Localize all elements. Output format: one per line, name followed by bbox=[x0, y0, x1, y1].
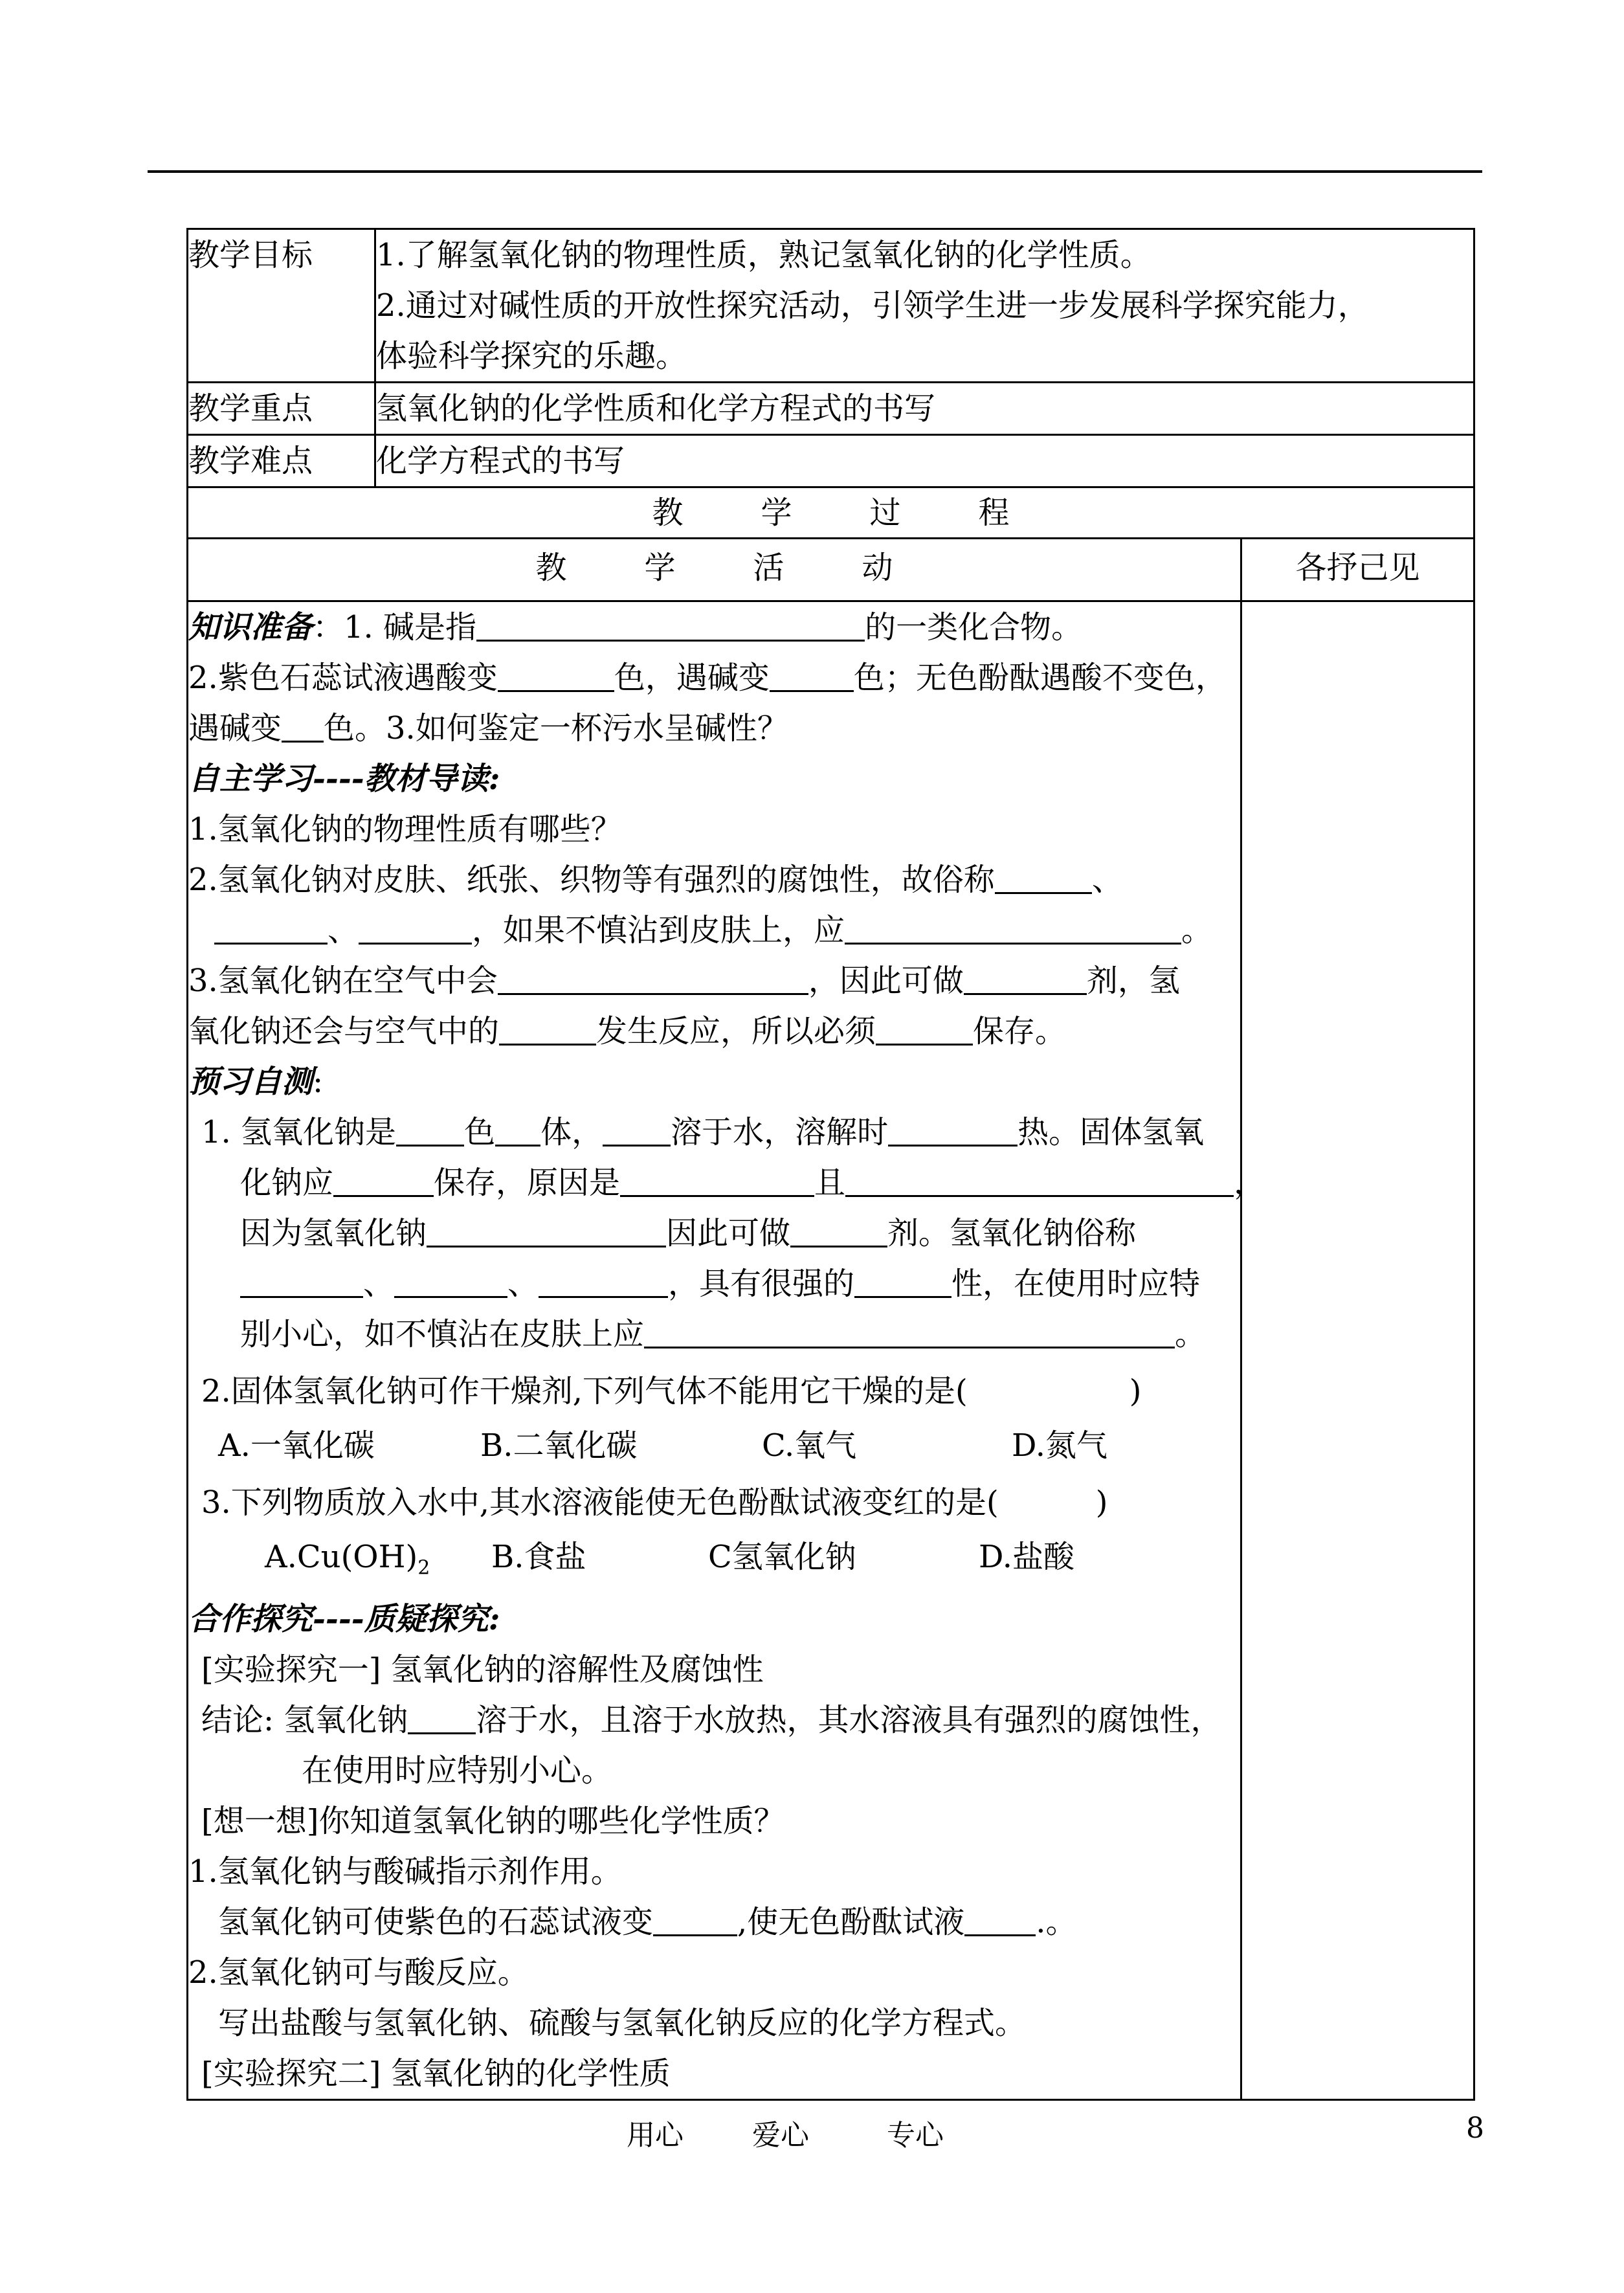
difficult-points-text: 化学方程式的书写 bbox=[375, 435, 1474, 487]
key-points-text: 氢氧化钠的化学性质和化学方程式的书写 bbox=[375, 383, 1474, 435]
pre-q1-line4: 、 、 ，具有很强的 性，在使用时应特 bbox=[188, 1258, 1240, 1309]
difficult-points-label: 教学难点 bbox=[188, 435, 375, 487]
key-points-row bbox=[188, 383, 1474, 435]
option-a[interactable]: A.一氧化碳 bbox=[218, 1427, 375, 1464]
experiment-1: [实验探究一] 氢氧化钠的溶解性及腐蚀性 bbox=[201, 1651, 764, 1688]
footer-motto-3: 专心 bbox=[887, 2119, 944, 2152]
option-d[interactable]: D.氮气 bbox=[1012, 1427, 1108, 1464]
difficult-points-row bbox=[188, 435, 1474, 487]
activity-header-row bbox=[188, 539, 1474, 601]
blank[interactable] bbox=[888, 1112, 1018, 1146]
self-q3: 3.氢氧化钠在空气中会 ，因此可做 剂，氢 bbox=[188, 956, 1240, 1006]
think-prompt: [想一想]你知道氢氧化钠的哪些化学性质？ bbox=[201, 1802, 785, 1839]
pre-test-heading: 预习自测: bbox=[188, 1064, 324, 1100]
process-title: 教 学 过 程 bbox=[188, 487, 1474, 539]
option-c[interactable]: C氢氧化钠 bbox=[708, 1539, 856, 1575]
footer-motto-2: 爱心 bbox=[752, 2119, 809, 2152]
property-1: 1.氢氧化钠与酸碱指示剂作用。 bbox=[188, 1853, 622, 1890]
pre-q1-line2: 化钠应 保存，原因是 且 ， bbox=[188, 1158, 1240, 1208]
blank[interactable] bbox=[396, 1112, 464, 1146]
pre-q3: 3.下列物质放入水中,其水溶液能使无色酚酞试液变红的是( ) bbox=[201, 1484, 1108, 1521]
key-points-label: 教学重点 bbox=[188, 383, 375, 435]
blank[interactable] bbox=[282, 708, 324, 743]
objective-2-cont: 体验科学探究的乐趣。 bbox=[376, 338, 687, 374]
blank[interactable] bbox=[539, 1264, 668, 1298]
option-b[interactable]: B.二氧化碳 bbox=[480, 1427, 638, 1464]
self-q3-cont: 氧化钠还会与空气中的 发生反应，所以必须 保存。 bbox=[188, 1006, 1240, 1057]
process-title-row bbox=[188, 487, 1474, 539]
blank[interactable] bbox=[995, 860, 1092, 894]
blank[interactable] bbox=[845, 1163, 1234, 1197]
header-rule bbox=[148, 170, 1482, 173]
prep-line-1: 知识准备：1. 碱是指 的一类化合物。 bbox=[188, 602, 1240, 653]
conclusion-cont: 在使用时应特别小心。 bbox=[302, 1752, 613, 1789]
blank[interactable] bbox=[770, 658, 854, 692]
pre-q1-line5: 别小心，如不慎沾在皮肤上应 。 bbox=[188, 1309, 1240, 1359]
blank[interactable] bbox=[427, 1213, 666, 1247]
pre-q1: 1. 氢氧化钠是 色 体， 溶于水，溶解时 热。固体氢氧 bbox=[188, 1107, 1240, 1158]
blank[interactable] bbox=[498, 658, 614, 692]
activity-body bbox=[188, 601, 1265, 2100]
property-2-detail: 写出盐酸与氢氧化钠、硫酸与氢氧化钠反应的化学方程式。 bbox=[218, 2004, 1027, 2041]
objectives-content bbox=[375, 229, 1474, 383]
blank[interactable] bbox=[408, 1700, 476, 1734]
lesson-plan-table bbox=[186, 228, 1475, 2101]
pre-q3-options bbox=[188, 1532, 1240, 1594]
blank[interactable] bbox=[498, 961, 808, 995]
property-2: 2.氢氧化钠可与酸反应。 bbox=[188, 1954, 529, 1991]
option-d[interactable]: D.盐酸 bbox=[979, 1539, 1075, 1575]
blank[interactable] bbox=[845, 910, 1181, 945]
blank[interactable] bbox=[359, 910, 472, 945]
self-q2-cont: 、 ，如果不慎沾到皮肤上，应 。 bbox=[188, 905, 1240, 956]
cooperative-heading: 合作探究----质疑探究: bbox=[188, 1600, 500, 1637]
blank[interactable] bbox=[476, 607, 865, 642]
blank[interactable] bbox=[790, 1213, 887, 1247]
activity-title: 教 学 活 动 bbox=[188, 539, 1241, 601]
blank[interactable] bbox=[333, 1163, 434, 1197]
blank[interactable] bbox=[603, 1112, 671, 1146]
footer-motto-1: 用心 bbox=[627, 2119, 684, 2152]
pre-q2-options bbox=[188, 1420, 1240, 1471]
notes-header: 各抒己见 bbox=[1241, 539, 1474, 601]
pre-q2: 2.固体氢氧化钠可作干燥剂,下列气体不能用它干燥的是( ) bbox=[201, 1373, 1142, 1409]
self-q2: 2.氢氧化钠对皮肤、纸张、织物等有强烈的腐蚀性，故俗称 、 bbox=[188, 855, 1240, 905]
objective-1: 1.了解氢氧化钠的物理性质，熟记氢氧化钠的化学性质。 bbox=[376, 237, 1151, 273]
blank[interactable] bbox=[876, 1011, 973, 1046]
activity-body-row bbox=[188, 601, 1474, 2100]
objectives-label: 教学目标 bbox=[188, 229, 375, 383]
blank[interactable] bbox=[653, 1902, 737, 1936]
property-1-detail: 氢氧化钠可使紫色的石蕊试液变 ,使无色酚酞试液 .。 bbox=[188, 1897, 1240, 1947]
prep-line-3: 遇碱变 色。3.如何鉴定一杯污水呈碱性？ bbox=[188, 703, 1240, 754]
objectives-row bbox=[188, 229, 1474, 383]
blank[interactable] bbox=[499, 1011, 596, 1046]
notes-column[interactable] bbox=[1241, 601, 1474, 2100]
blank[interactable] bbox=[854, 1264, 951, 1298]
option-c[interactable]: C.氧气 bbox=[762, 1427, 857, 1464]
blank[interactable] bbox=[964, 1902, 1036, 1936]
option-b[interactable]: B.食盐 bbox=[491, 1539, 586, 1575]
experiment-2: [实验探究二] 氢氧化钠的化学性质 bbox=[201, 2055, 671, 2092]
blank[interactable] bbox=[495, 1112, 540, 1146]
objective-2: 2.通过对碱性质的开放性探究活动，引领学生进一步发展科学探究能力， bbox=[376, 287, 1369, 324]
blank[interactable] bbox=[214, 910, 328, 945]
conclusion: 结论: 氢氧化钠 溶于水，且溶于水放热，其水溶液具有强烈的腐蚀性， bbox=[188, 1695, 1240, 1745]
blank[interactable] bbox=[964, 961, 1087, 995]
self-q1: 1.氢氧化钠的物理性质有哪些？ bbox=[188, 811, 622, 847]
option-a[interactable]: $A.Cu(OH)_2$ bbox=[265, 1539, 430, 1580]
blank[interactable] bbox=[394, 1264, 507, 1298]
page-number: 8 bbox=[1466, 2112, 1484, 2145]
blank[interactable] bbox=[620, 1163, 814, 1197]
blank[interactable] bbox=[644, 1314, 1175, 1348]
self-study-heading: 自主学习----教材导读: bbox=[188, 761, 500, 797]
blank[interactable] bbox=[240, 1264, 363, 1298]
prep-line-2: 2.紫色石蕊试液遇酸变 色，遇碱变 色；无色酚酞遇酸不变色， bbox=[188, 653, 1240, 703]
pre-q1-line3: 因为氢氧化钠 因此可做 剂。氢氧化钠俗称 bbox=[188, 1208, 1240, 1258]
